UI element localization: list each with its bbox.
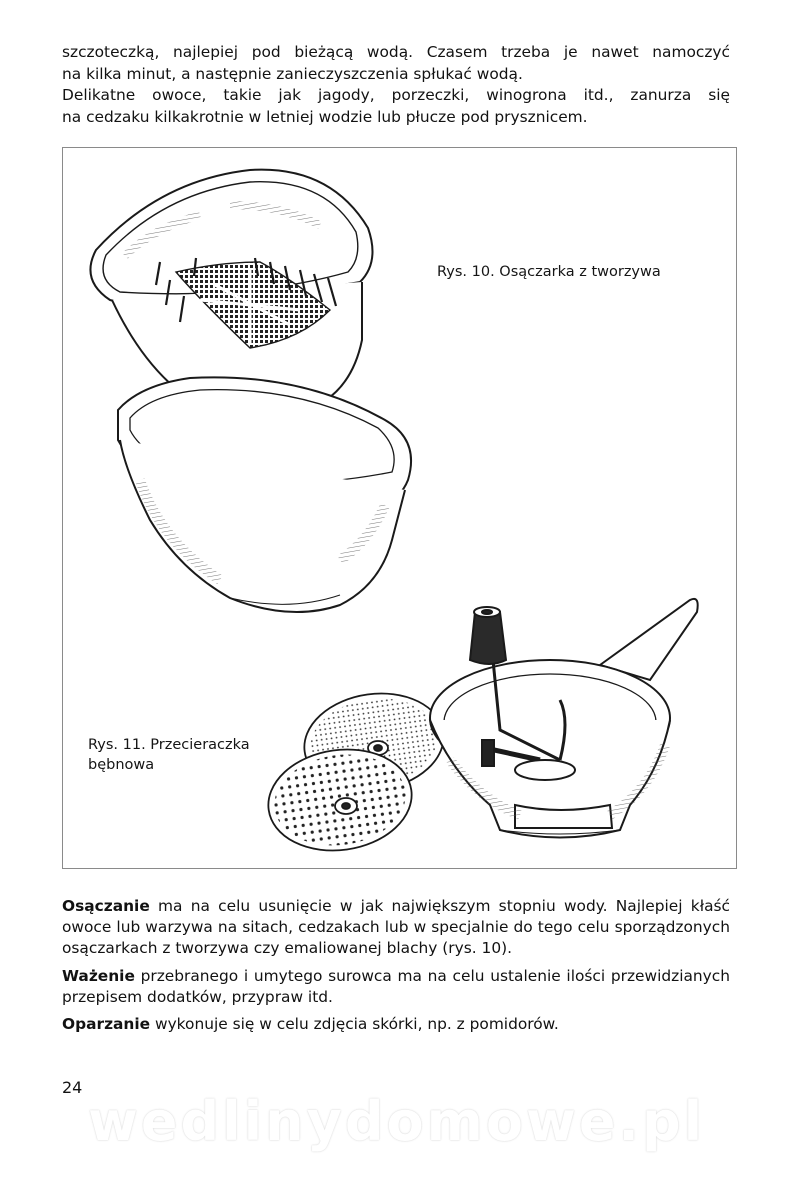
food-mill-illustration [430,599,698,838]
watermark: wedlinydomowe.pl [88,1090,706,1153]
term-wazenie: Ważenie [62,966,135,985]
figure-11-caption [88,735,288,775]
intro-line-4: na cedzaku kilkakrotnie w letniej wodzie lub płucze pod prysznicem. [62,107,588,126]
term-osaczanie: Osączanie [62,897,150,915]
paragraph-wazenie [62,966,730,1008]
figure-11-caption-line-1: Rys. 11. Przecieraczka [88,737,250,753]
term-oparzanie: Oparzanie [62,1015,151,1034]
page-number: 24 [62,1078,83,1097]
sieve-discs-illustration [262,685,450,860]
body-text [62,896,730,1041]
figure-11-caption-line-2: bębnowa [88,757,155,773]
intro-line-2: na kilka minut, a następnie zanieczyszczenia spłukać wodą. [62,64,523,83]
bowl-illustration [118,377,411,612]
intro-line-3: Delikatne owoce, takie jak jagody, porzeczki, winogrona itd., zanurza się [62,86,730,104]
strainer-illustration [90,170,372,413]
text-osaczanie: ma na celu usunięcie w jak największym stopniu wody. Najlepiej kłaść owoce lub warzywa na sitach, cedzakach lub w specjalnie do tego celu sporządzonych osączarkach z tworzywa czy emaliowanej blachy (rys. 10). [62,897,730,958]
text-wazenie: przebranego i umytego surowca ma na celu ustalenie ilości przewidzianych przepisem dodatków, przypraw itd. [62,966,730,1006]
figure-10-caption: Rys. 10. Osączarka z tworzywa [437,264,661,280]
text-oparzanie: wykonuje się w celu zdjęcia skórki, np. z pomidorów. [150,1015,559,1034]
paragraph-oparzanie [62,1014,730,1035]
paragraph-osaczanie [62,896,730,960]
intro-line-1: szczoteczką, najlepiej pod bieżącą wodą. Czasem trzeba je nawet namoczyć [62,43,730,61]
